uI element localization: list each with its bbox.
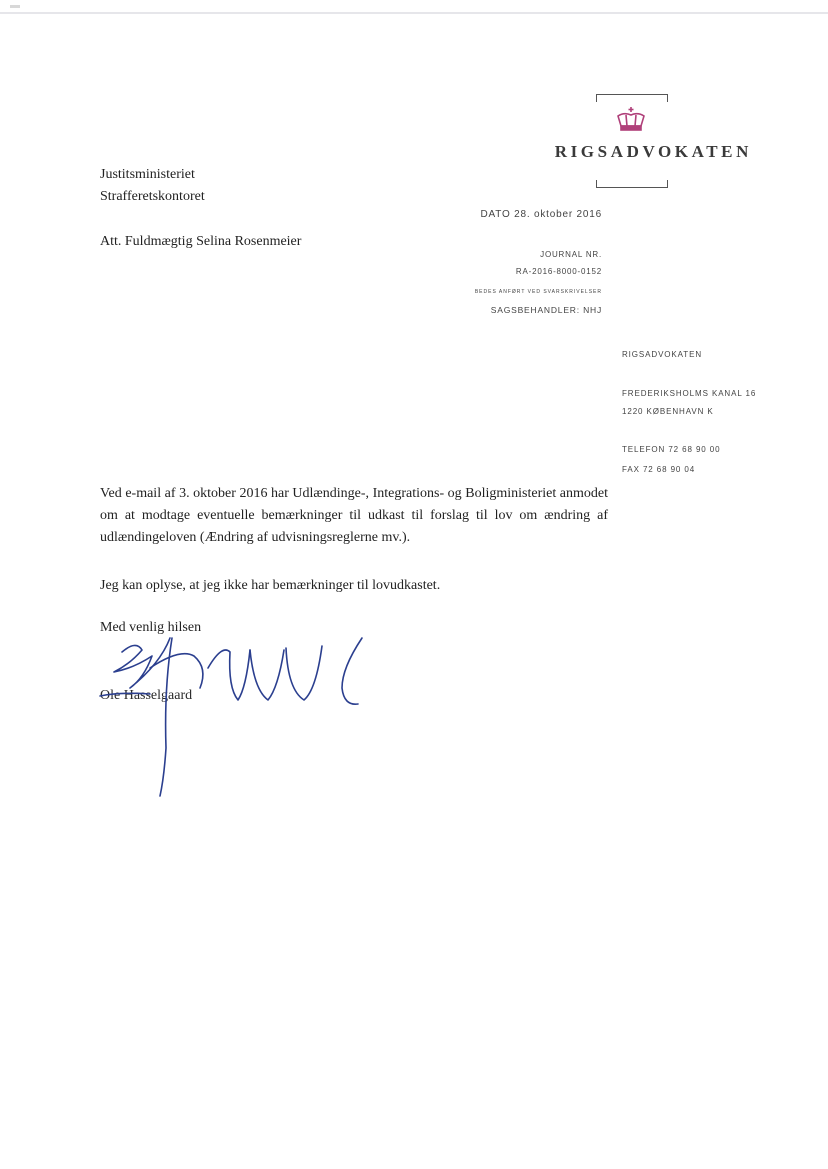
- scan-edge-line: [0, 12, 828, 14]
- logo-bracket-bottom: [596, 180, 668, 188]
- crown-icon: [614, 106, 648, 132]
- logo-bracket-top: [596, 94, 668, 102]
- sender-city: 1220 KØBENHAVN K: [622, 407, 714, 416]
- journal-label: JOURNAL NR.: [540, 250, 602, 259]
- recipient-attention: Att. Fuldmægtig Selina Rosenmeier: [100, 234, 302, 249]
- sender-phone: TELEFON 72 68 90 00: [622, 445, 721, 454]
- handwritten-signature: [90, 628, 390, 808]
- letterhead-logo: [554, 92, 752, 192]
- sender-fax: FAX 72 68 90 04: [622, 465, 696, 474]
- letterhead-brand: RIGSADVOKATEN: [554, 142, 752, 161]
- scan-artifact: [10, 5, 20, 8]
- letter-date: DATO 28. oktober 2016: [480, 209, 602, 220]
- body-paragraph-2: Jeg kan oplyse, at jeg ikke har bemærkninger til lovudkastet.: [100, 578, 441, 593]
- signer-name: Ole Hasselgaard: [100, 688, 193, 703]
- recipient-office: Strafferetskontoret: [100, 189, 205, 204]
- closing-phrase: Med venlig hilsen: [100, 620, 202, 635]
- journal-number: RA-2016-8000-0152: [515, 267, 602, 276]
- sender-org: RIGSADVOKATEN: [622, 350, 703, 359]
- case-handler: SAGSBEHANDLER: NHJ: [490, 305, 602, 315]
- reference-note: BEDES ANFØRT VED SVARSKRIVELSER: [474, 289, 602, 295]
- body-paragraph-1: Ved e-mail af 3. oktober 2016 har Udlændinge-, Integrations- og Boligministeriet anmodet om at modtage eventuelle bemærkninger til udkast til forslag til lov om ændring af udlændingeloven (Ændring af udvisningsreglerne mv.).: [100, 486, 608, 545]
- recipient-ministry: Justitsministeriet: [100, 167, 195, 182]
- sender-street: FREDERIKSHOLMS KANAL 16: [622, 389, 757, 398]
